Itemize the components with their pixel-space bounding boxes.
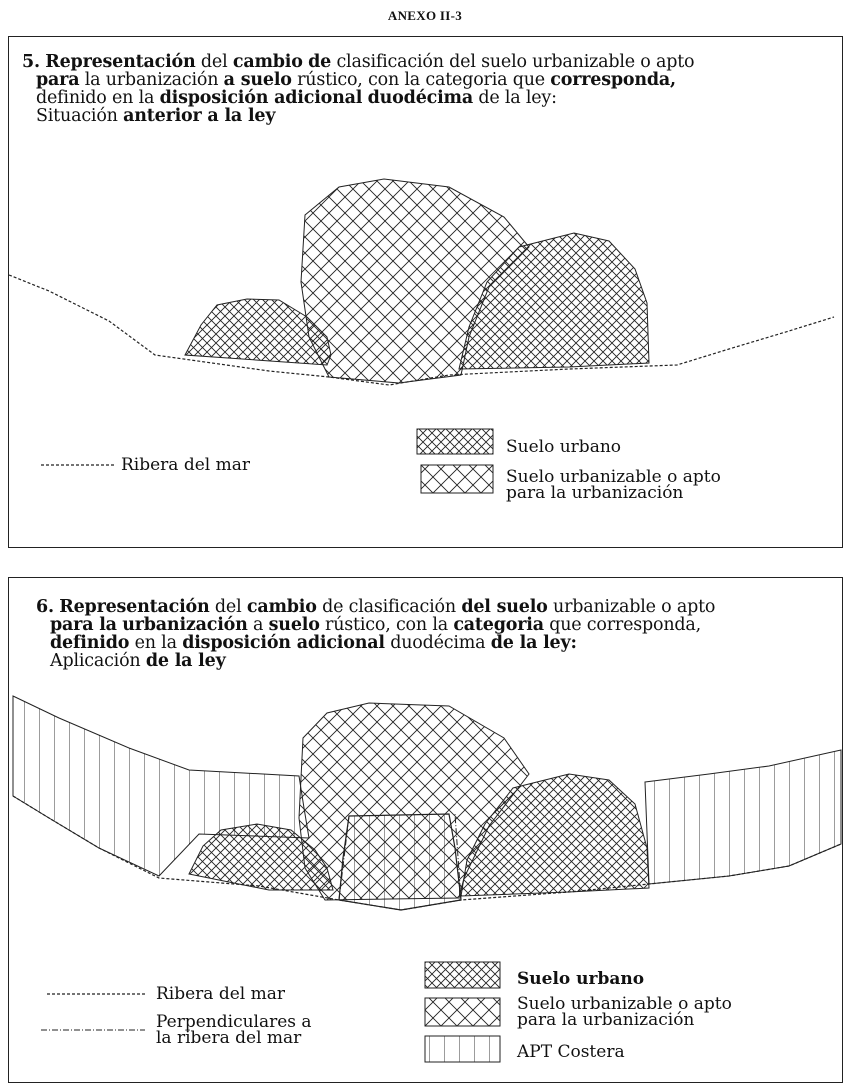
legend-urbanizable-label-p2: Suelo urbanizable o apto para la urbanización [517,994,732,1030]
legend-perp-label: Perpendiculares a la ribera del mar [156,1012,312,1048]
panel-situation-before-law [8,36,843,548]
legend-swatch-urbanizable [421,465,493,493]
panel2-caption-line-3: definido en la disposición adicional duodécima de la ley: [50,633,577,653]
panel2-caption-line-2: para la urbanización a suelo rústico, con la categoria que corresponda, [50,615,702,635]
legend-apt-label: APT Costera [517,1042,625,1062]
legend-shore-label: Ribera del mar [121,455,251,475]
legend-swatch-urban-p2 [425,962,500,988]
panel1-caption-line-1: 5. Representación del cambio de clasificación del suelo urbanizable o apto [22,52,695,72]
annex-title: ANEXO II-3 [387,8,463,23]
apt-costera-right [645,750,841,884]
panel2-caption-line-4: Aplicación de la ley [50,651,226,671]
panel2-caption-line-1: 6. Representación del cambio de clasificación del suelo urbanizable o apto [36,597,716,617]
panel1-caption-line-2: para la urbanización a suelo rústico, con la categoria que corresponda, [36,70,676,90]
legend-urban-label: Suelo urbano [506,437,622,457]
panel-application-of-law [8,577,843,1083]
panel1-caption-line-3: definido en la disposición adicional duodécima de la ley: [36,88,557,108]
apt-costera-center [339,814,461,910]
legend-urbanizable-label: Suelo urbanizable o apto para la urbanización [506,467,721,503]
legend-shore-label-p2: Ribera del mar [156,984,286,1004]
panel1-caption-line-4: Situación anterior a la ley [36,106,276,126]
legend-swatch-urban [417,429,493,454]
panel1-number: 5. [22,52,40,72]
panel2-number: 6. [36,597,54,617]
legend-swatch-urbanizable-p2 [425,998,500,1026]
legend-swatch-apt [425,1036,500,1062]
legend-urban-label-p2: Suelo urbano [517,969,645,989]
